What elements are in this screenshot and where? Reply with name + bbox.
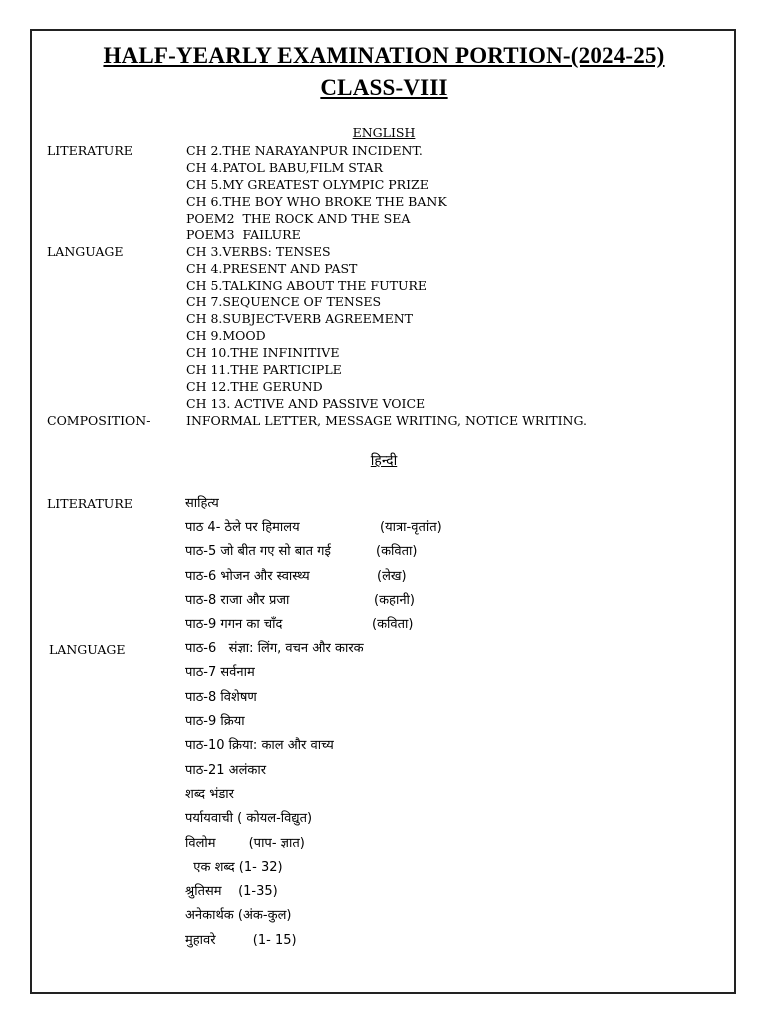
list-item-note: (यात्रा-वृतांत): [380, 520, 442, 535]
list-item: CH 6.THE BOY WHO BROKE THE BANK: [186, 194, 447, 209]
list-item: CH 7.SEQUENCE OF TENSES: [186, 294, 382, 309]
list-item: CH 4.PATOL BABU,FILM STAR: [186, 160, 383, 175]
list-item: पाठ-10 क्रिया: काल और वाच्य: [185, 738, 334, 753]
list-item: CH 11.THE PARTICIPLE: [186, 362, 342, 377]
list-item: पाठ-8 राजा और प्रजा: [185, 593, 290, 608]
list-item-note: (कविता): [376, 544, 418, 559]
list-item: पाठ-5 जो बीत गए सो बात गई: [185, 544, 331, 559]
list-item: पाठ-8 विशेषण: [185, 690, 257, 705]
list-item: पर्यायवाची ( कोयल-विद्युत): [185, 811, 313, 826]
list-item: CH 10.THE INFINITIVE: [186, 345, 340, 360]
list-item: CH 5.TALKING ABOUT THE FUTURE: [186, 278, 428, 293]
list-item: पाठ 4- ठेले पर हिमालय: [185, 520, 300, 535]
list-item: मुहावरे (1- 15): [185, 933, 297, 948]
list-item: CH 12.THE GERUND: [186, 379, 323, 394]
list-item: CH 5.MY GREATEST OLYMPIC PRIZE: [186, 177, 429, 192]
list-item: CH 2.THE NARAYANPUR INCIDENT.: [186, 143, 423, 158]
page-border: [30, 29, 736, 994]
page-title: HALF-YEARLY EXAMINATION PORTION-(2024-25): [103, 43, 665, 68]
list-item: CH 9.MOOD: [186, 328, 266, 343]
hindi-heading: हिन्दी: [370, 453, 398, 469]
list-item: CH 3.VERBS: TENSES: [186, 244, 331, 259]
hindi-literature-heading: साहित्य: [185, 496, 219, 511]
list-item: अनेकार्थक (अंक-कुल): [185, 908, 292, 923]
list-item: विलोम (पाप- ज्ञात): [185, 836, 305, 851]
list-item: पाठ-6 संज्ञा: लिंग, वचन और कारक: [185, 641, 364, 656]
hindi-literature-label: LITERATURE: [47, 496, 133, 511]
list-item: शब्द भंडार: [185, 787, 234, 802]
list-item: CH 8.SUBJECT-VERB AGREEMENT: [186, 311, 413, 326]
list-item: पाठ-21 अलंकार: [185, 763, 267, 778]
list-item-note: (लेख): [377, 569, 407, 584]
list-item: पाठ-9 गगन का चाँद: [185, 617, 283, 632]
english-heading: ENGLISH: [352, 125, 416, 140]
english-literature-label: LITERATURE: [47, 143, 133, 158]
class-title: CLASS-VIII: [320, 75, 448, 100]
list-item-note: (कविता): [372, 617, 414, 632]
list-item: पाठ-9 क्रिया: [185, 714, 245, 729]
hindi-language-label: LANGUAGE: [49, 642, 126, 657]
composition-topics: INFORMAL LETTER, MESSAGE WRITING, NOTICE WRITING.: [186, 413, 588, 428]
list-item: POEM2 THE ROCK AND THE SEA: [186, 211, 411, 226]
list-item: पाठ-7 सर्वनाम: [185, 665, 255, 680]
list-item-note: (कहानी): [374, 593, 415, 608]
list-item: CH 4.PRESENT AND PAST: [186, 261, 358, 276]
list-item: POEM3 FAILURE: [186, 227, 301, 242]
english-language-label: LANGUAGE: [47, 244, 124, 259]
list-item: पाठ-6 भोजन और स्वास्थ्य: [185, 569, 310, 584]
list-item: CH 13. ACTIVE AND PASSIVE VOICE: [186, 396, 426, 411]
list-item: एक शब्द (1- 32): [185, 860, 283, 875]
list-item: श्रुतिसम (1-35): [185, 884, 278, 899]
english-composition-label: COMPOSITION-: [47, 413, 151, 428]
